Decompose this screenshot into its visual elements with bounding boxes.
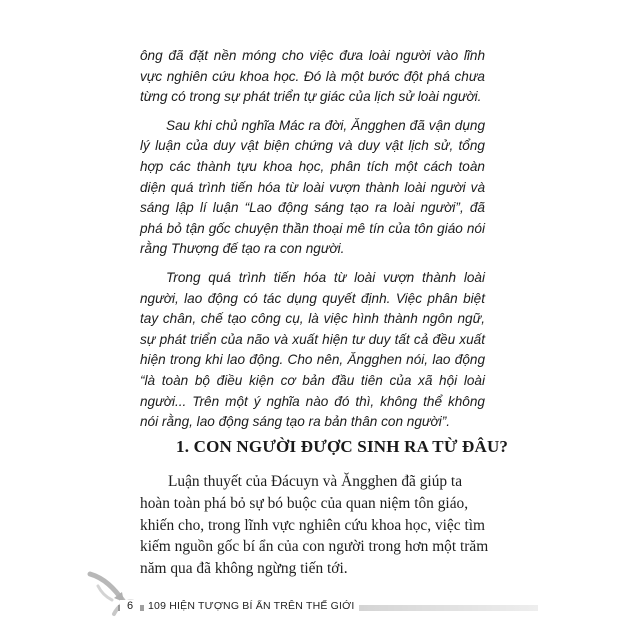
text-line: vực nghiên cứu khoa học. Đó là một bước đột phá chưa: [140, 68, 485, 84]
text-line: hiện trong khi lao động. Cho nên, Ăngghen nói, lao động: [140, 352, 485, 368]
paragraph: [140, 116, 485, 260]
text-line: không ngừng tiến tới.: [214, 560, 348, 578]
text-line: Sau khi chủ nghĩa Mác ra đời, Ăngghen đã vận: [166, 117, 451, 133]
section-heading: 1. CON NGƯỜI ĐƯỢC SINH RA TỪ ĐÂU?: [176, 437, 509, 456]
text-line: toàn phá bỏ sự bó buộc của quan niệm tôn giáo, khiến cho,: [140, 494, 469, 534]
text-line: và sáng lập lí luận “Lao động sáng tạo ra loài người”, đã: [140, 179, 486, 216]
text-line: rằng Thượng đế tạo ra con người.: [140, 241, 345, 257]
paragraph: [140, 471, 492, 580]
paragraph: [140, 268, 485, 433]
text-line: ông đã đặt nền móng cho việc đưa loài người vào lĩnh: [140, 48, 485, 63]
text-line: gốc bí ẩn của con người trong hơn một trăm năm qua đã: [140, 538, 489, 578]
text-line: phá bỏ tận gốc chuyện thần thoại mê tín của tôn giáo nói: [140, 220, 485, 236]
text-line: từng có trong sự phát triển tự giác của lịch sử loài người.: [140, 89, 482, 105]
text-line: sự phát triển của não và xuất hiện tư duy tất cả đều xuất: [140, 331, 485, 347]
text-line: người, lao động có tác dụng quyết định. Việc phân biệt: [140, 290, 485, 306]
section-body: [140, 471, 492, 580]
text-line: tay chân, chế tạo công cụ, là việc hình thành ngôn ngữ,: [140, 311, 485, 327]
text-line: dụng lý luận của duy vật biện chứng và duy vật lịch sử,: [140, 117, 486, 154]
text-line: “là toàn bộ điều kiện cơ bản đầu tiên của xã hội loài: [140, 372, 485, 388]
page-number: 6: [120, 600, 140, 618]
text-line: tổng hợp các thành tựu khoa học, phân tích một cách: [140, 138, 485, 174]
paragraph: [140, 46, 485, 108]
text-line: rằng, lao động sáng tạo ra bản thân con người”.: [161, 414, 451, 430]
text-line: toàn diện quá trình tiến hóa từ loài vượn thành loài người: [140, 158, 485, 195]
italic-text-block: [140, 46, 485, 441]
text-line: Luận thuyết của Đácuyn và Ăngghen đã giúp ta hoàn: [140, 473, 463, 512]
text-line: Trong quá trình tiến hóa từ loài vượn thành loài: [166, 269, 485, 285]
running-title: 109 HIỆN TƯỢNG BÍ ẨN TRÊN THẾ GIỚI: [144, 600, 359, 612]
text-line: người... Trên một ý nghĩa nào đó thì, không thể không nói: [140, 393, 485, 430]
page-footer: [58, 596, 538, 620]
text-line: trong lĩnh vực nghiên cứu khoa học, việc tìm kiếm nguồn: [140, 516, 485, 556]
